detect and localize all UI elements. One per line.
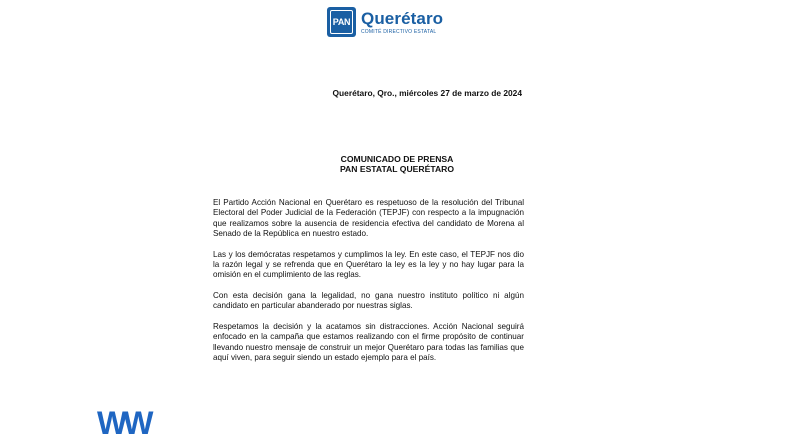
document-date: Querétaro, Qro., miércoles 27 de marzo de 2024 [332, 88, 522, 98]
paragraph-1: El Partido Acción Nacional en Querétaro es respetuoso de la resolución del Tribunal Electoral del Poder Judicial de la Federación (TEPJF) con respecto a la impugnación que realizamos sobre la ausencia de residencia efectiva del candidato de Morena al Senado de la República en nuestro estado. [213, 198, 524, 238]
document-heading [250, 154, 544, 174]
heading-line-2: PAN ESTATAL QUERÉTARO [339, 164, 455, 174]
logo-abbreviation: PAN [332, 17, 351, 27]
logo-text-block [361, 10, 443, 35]
pan-logo-icon [327, 7, 356, 37]
paragraph-3: Con esta decisión gana la legalidad, no gana nuestro instituto político ni algún candidato en particular abanderado por nuestras siglas. [213, 291, 524, 311]
heading-line-1: COMUNICADO DE PRENSA [340, 154, 454, 164]
logo-state-name: Querétaro [361, 8, 444, 28]
document-body [213, 198, 524, 374]
paragraph-4: Respetamos la decisión y la acatamos sin distracciones. Acción Nacional seguirá enfocado en la campaña que estamos realizando con el firme propósito de continuar llevando nuestro mensaje de construir un mejor Querétaro para todas las familias que aquí viven, para seguir siendo un estado ejemplo para el país. [213, 322, 524, 363]
pan-logo-frame [330, 10, 353, 34]
watermark-logo: WW [97, 405, 150, 441]
paragraph-2: Las y los demócratas respetamos y cumplimos la ley. En este caso, el TEPJF nos dio la razón legal y se refrenda que en Querétaro la ley es la ley y no hay lugar para la omisión en el cumplimiento de las reglas. [213, 249, 524, 280]
logo-committee-name: COMITÉ DIRECTIVO ESTATAL [361, 28, 437, 35]
pan-queretaro-logo [327, 7, 443, 37]
